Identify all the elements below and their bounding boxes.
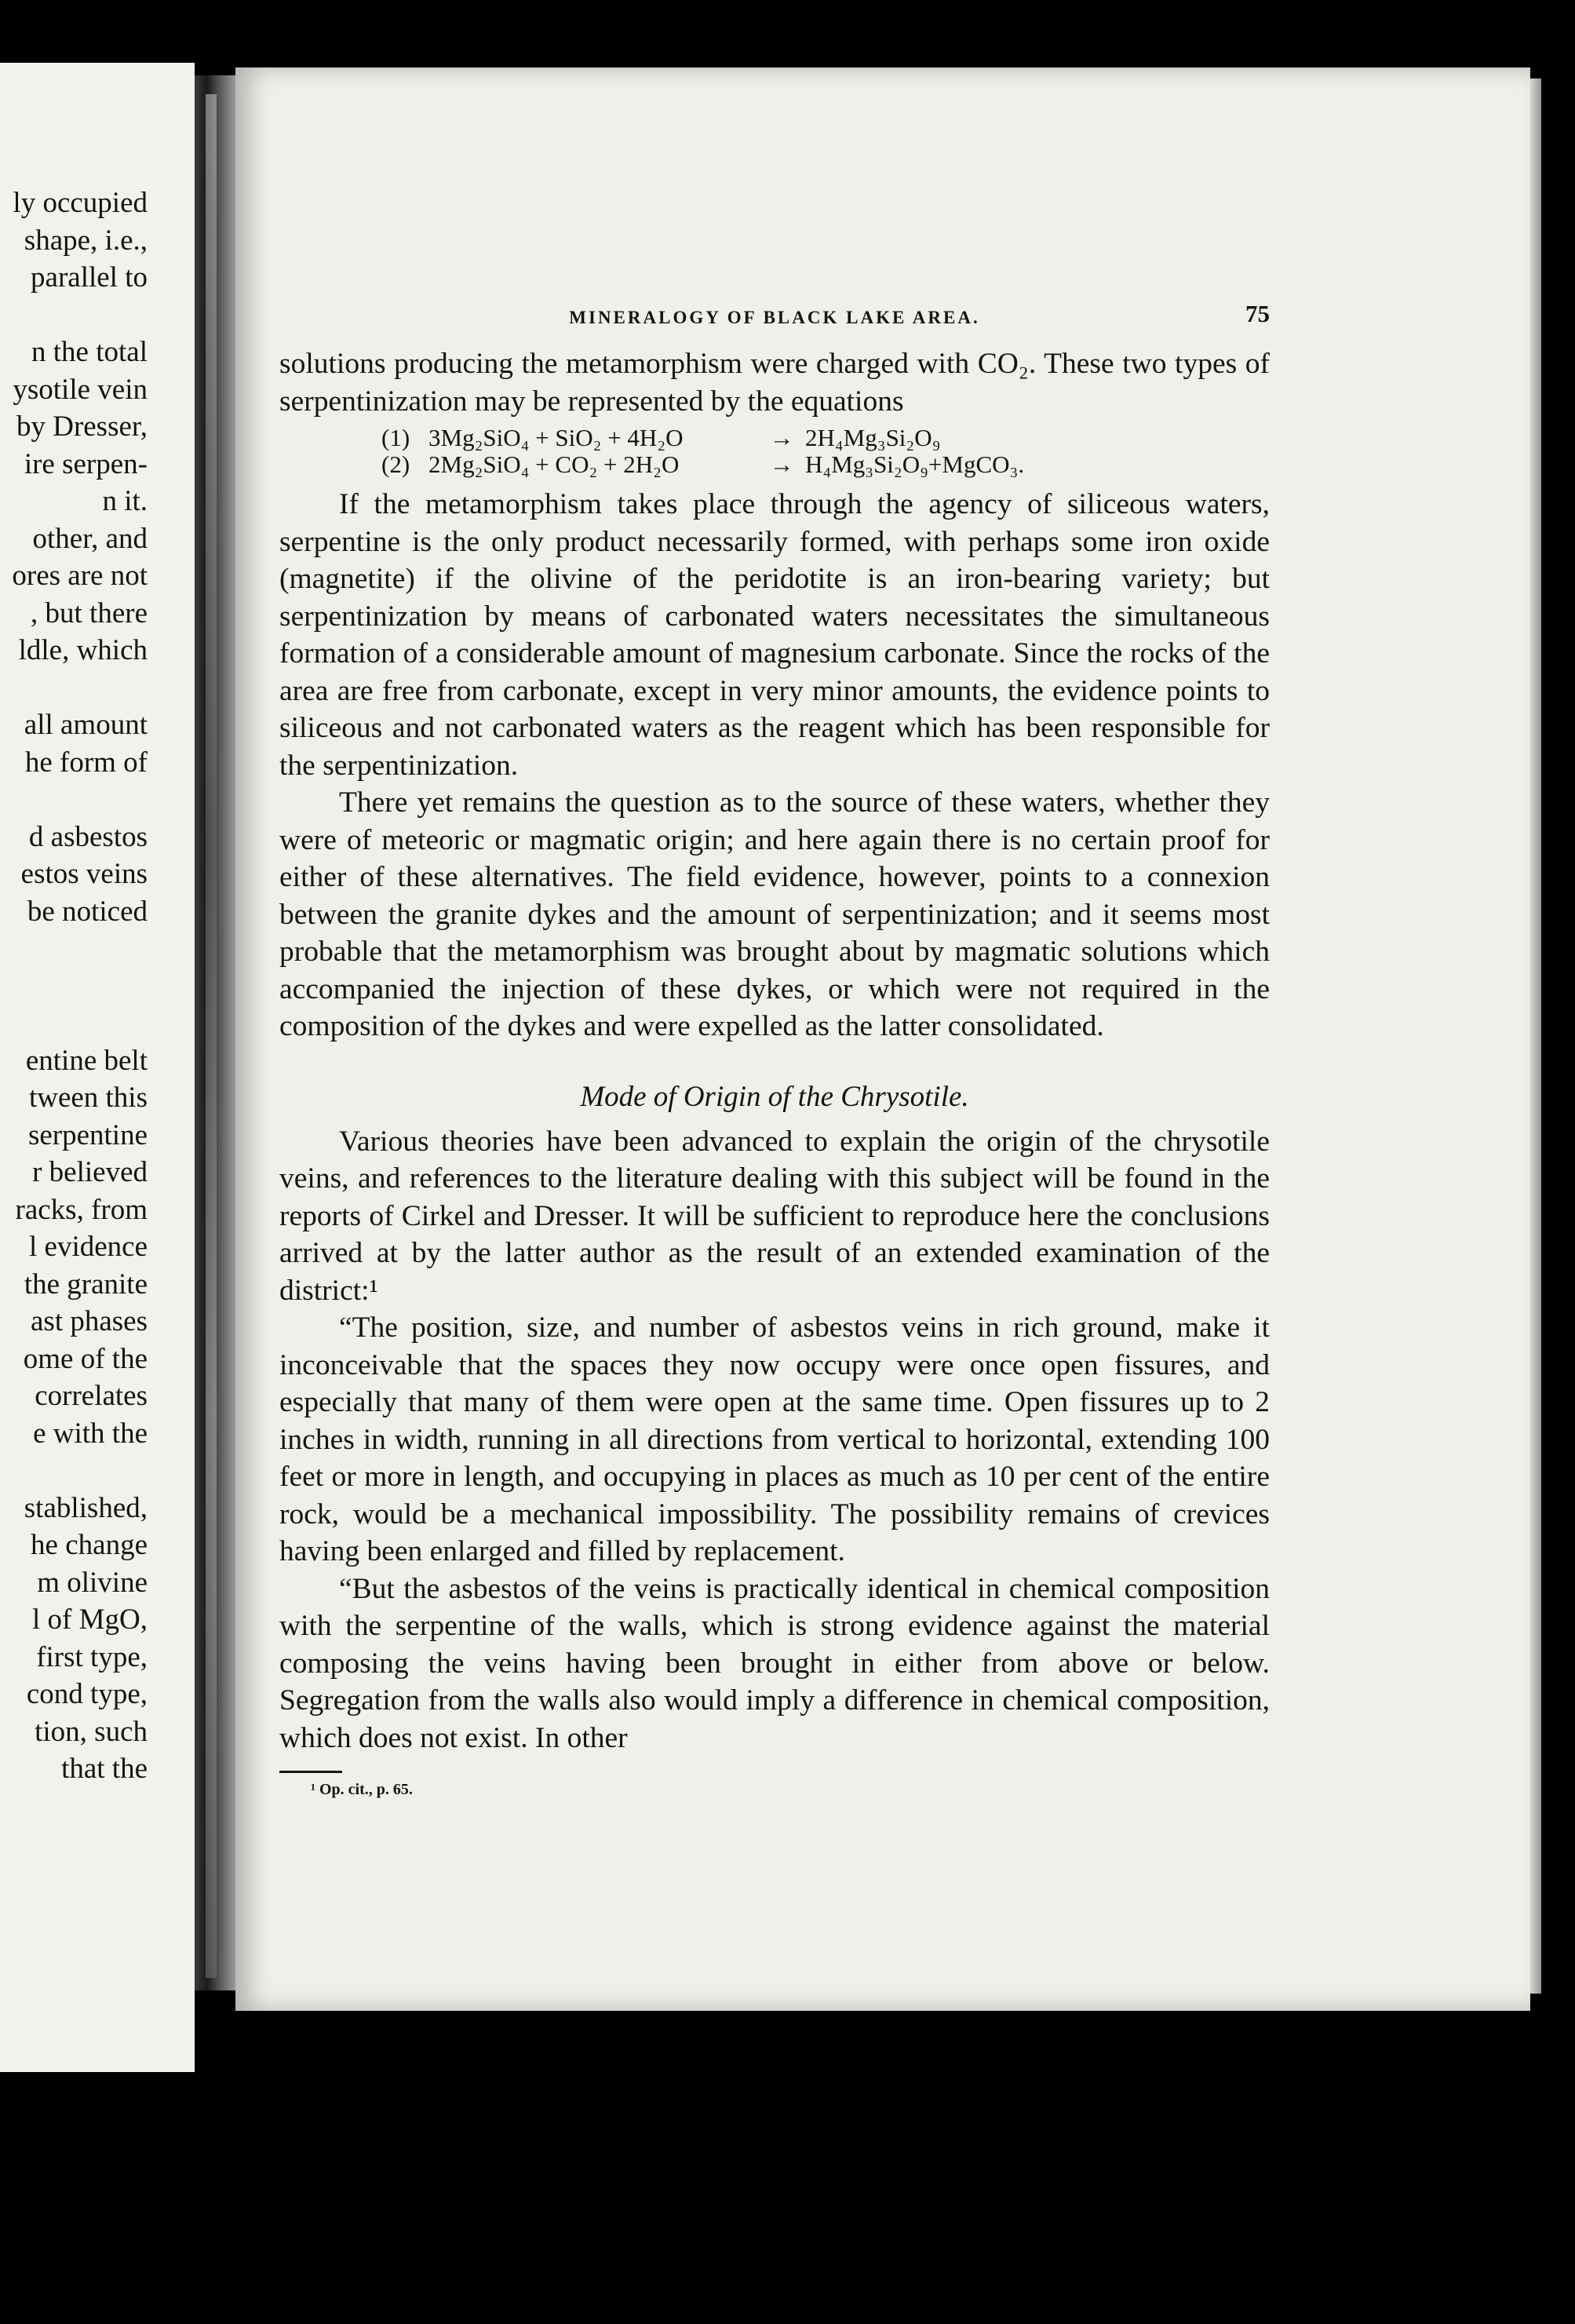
running-title: MINERALOGY OF BLACK LAKE AREA. [569,308,980,327]
left-page-line: shape, i.e., [24,224,148,257]
paragraph-source-of-waters: There yet remains the question as to the source of these waters, whether they were of meteoric or magmatic origin; and here again there is no certain proof for either of these alternatives. The field evidence, however, points to a connexion between the granite dykes and the amount of serpentinization; and it seems most probable that the metamorphism was brought about by magmatic solutions which accompanied the injection of these dykes, or which were not required in the composition of the dykes and were expelled as the latter consolidated. [279,786,1270,1042]
left-page-line: tween this [28,1082,148,1114]
left-page-line: e with the [33,1417,148,1450]
equation-arrow: → [769,451,794,478]
page-number: 75 [1245,300,1270,327]
left-page-line: parallel to [31,261,148,294]
left-page-line: d asbestos [28,820,148,853]
left-page-line: correlates [35,1380,148,1412]
equation-rhs: 2H₄Mg₃Si₂O₉ [805,424,941,451]
equation-arrow: → [769,424,794,451]
left-page-line: that the [61,1753,148,1785]
left-page-line: estos veins [20,858,148,890]
paragraph-intro: solutions producing the metamorphism were charged with CO₂. These two types of serpentinization may be represented by the equations [279,348,1270,418]
left-page-text [0,63,195,2072]
left-page-line: serpentine [27,1118,148,1151]
left-page-line: entine belt [25,1044,148,1077]
left-page-line: be noticed [27,895,148,928]
equation-number: (2) [381,451,410,478]
left-page-line: ldle, which [18,634,148,666]
left-page-line: the granite [24,1268,148,1301]
gutter-highlight [206,94,217,1978]
left-page-line: m olivine [37,1566,148,1599]
left-page-line: all amount [24,709,148,741]
section-heading: Mode of Origin of the Chrysotile. [580,1080,969,1113]
footnote: ¹ Op. cit., p. 65. [311,1781,413,1798]
left-page-line: , but there [31,597,148,629]
equation-lhs: 3Mg₂SiO₄ + SiO₂ + 4H₂O [428,424,684,451]
left-page-line: l evidence [29,1231,148,1263]
left-page-line: ast phases [31,1305,148,1337]
left-page-fragment [0,63,195,2072]
left-page-line: cond type, [26,1678,148,1710]
paragraph-quote-position: “The position, size, and number of asbestos veins in rich ground, make it inconceivable that the spaces they now occupy were once open fissures, and especially that many of them were open at the same time. Open fissures up to 2 inches in width, running in all directions from vertical to horizontal, extending 100 feet or more in length, and occupying in places as much as 10 per cent of the entire rock, would be a mechanical impossibility. The possibility remains of crevices having been enlarged and filled by replacement. [279,1312,1270,1567]
left-page-line: other, and [32,522,148,555]
equation-lhs: 2Mg₂SiO₄ + CO₂ + 2H₂O [428,451,680,478]
left-page-line: l of MgO, [32,1603,148,1636]
left-page-line: first type, [36,1640,148,1673]
paragraph-theories: Various theories have been advanced to explain the origin of the chrysotile veins, and references to the literature dealing with this subject will be found in the reports of Cirkel and Dresser. It will be sufficient to reproduce here the conclusions arrived at by the latter author as the result of an extended examination of the district:¹ [279,1125,1270,1307]
left-page-line: ly occupied [13,187,148,219]
equations [381,425,1270,478]
left-page-line: ire serpen- [24,447,148,480]
paragraph-siliceous-waters: If the metamorphism takes place through the agency of siliceous waters, serpentine is the only product necessarily formed, with perhaps some iron oxide (magnetite) if the olivine of the peridotite is an iron-bearing variety; but serpentinization by means of carbonated waters necessitates the simultaneous formation of a considerable amount of magnesium carbonate. Since the rocks of the area are free from carbonate, except in very minor amounts, the evidence points to siliceous and not carbonated waters as the reagent which has been responsible for the serpentinization. [279,488,1270,782]
page-edge [1530,78,1541,1994]
running-head [279,298,1270,345]
left-page-line: r believed [32,1156,148,1188]
left-page-line: ome of the [23,1342,148,1375]
left-page-line: he form of [24,746,148,779]
equation-row [381,425,1270,451]
equation-row [381,451,1270,478]
left-page-line: ores are not [12,560,148,592]
equation-rhs: H₄Mg₃Si₂O₉+MgCO₃. [805,451,1025,478]
paragraph-quote-composition: “But the asbestos of the veins is practically identical in chemical composition with the serpentine of the walls, which is strong evidence against the material composing the veins having been brought in either from above or below. Segregation from the walls also would imply a difference in chemical composition, which does not exist. In other [279,1572,1270,1754]
left-page-line: he change [31,1529,148,1561]
left-page-line: n the total [31,336,148,368]
left-page-line: by Dresser, [16,410,148,443]
equation-number: (1) [381,424,410,451]
page-text-block [279,298,1270,1799]
left-page-line: stablished, [24,1491,148,1524]
left-page-line: racks, from [15,1193,148,1226]
left-page-line: n it. [102,485,148,517]
left-page-line: ysotile vein [13,373,148,406]
footnote-rule [279,1771,342,1773]
left-page-line: tion, such [35,1715,148,1748]
